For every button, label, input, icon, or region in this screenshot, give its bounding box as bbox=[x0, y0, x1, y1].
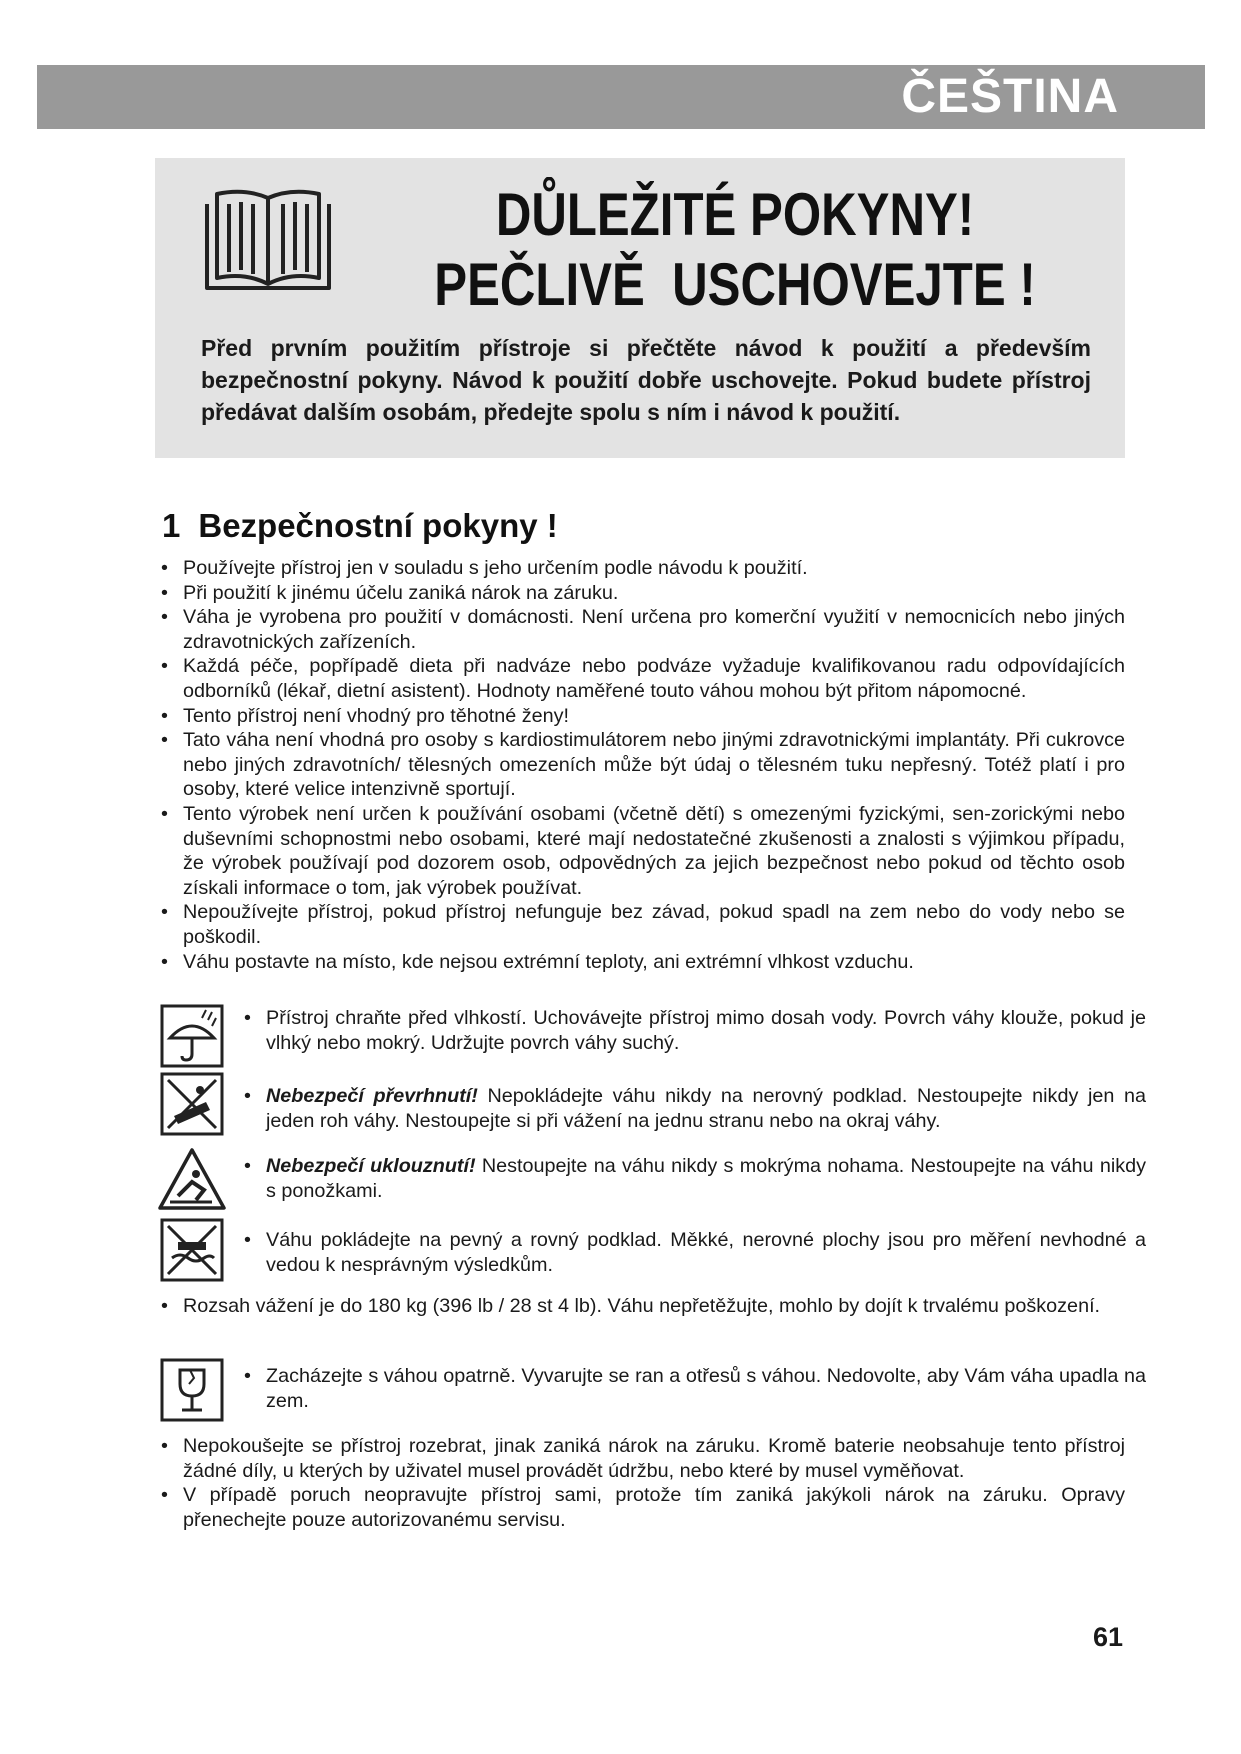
list-item: • Používejte přístroj jen v souladu s jeho určením podle návodu k použití. bbox=[157, 556, 1125, 581]
slip-hazard-icon bbox=[156, 1146, 228, 1212]
warning-text: Nestoupejte na váhu nikdy s mokrýma nohama. Nestoupejte na váhu nikdy s ponožkami. bbox=[266, 1155, 1146, 1202]
language-label: ČEŠTINA bbox=[901, 70, 1119, 123]
section-number: 1 bbox=[162, 507, 181, 544]
keep-dry-icon bbox=[160, 1004, 224, 1068]
notice-title bbox=[423, 180, 1046, 320]
warning-text: Nepokládejte váhu nikdy na nerovný podklad. Nestoupejte nikdy jen na jeden roh váhy. Nestoupejte si při vážení na jednu stranu nebo na okraj váhy. bbox=[266, 1085, 1146, 1132]
list-item: • Tento přístroj není vhodný pro těhotné ženy! bbox=[157, 704, 1125, 729]
list-item: • Nepoužívejte přístroj, pokud přístroj nefunguje bez závad, pokud spadl na zem nebo do vody nebo se poškodil. bbox=[157, 900, 1125, 949]
list-item: • Tato váha není vhodná pro osoby s kardiostimulátorem nebo jinými zdravotnickými implantáty. Při cukrovce nebo jiných zdravotních/ tělesných omezeních může být údaj o tělesném tuku nepřesný. Totéž platí i pro osoby, které velice intenzivně sportují. bbox=[157, 728, 1125, 802]
list-item: • Váha je vyrobena pro použití v domácnosti. Není určena pro komerční využití v nemocnicích nebo jiných zdravotnických zařízeních. bbox=[157, 605, 1125, 654]
section-title: Bezpečnostní pokyny ! bbox=[198, 507, 558, 544]
icon-item-text bbox=[244, 1154, 1146, 1203]
language-header-bar bbox=[37, 65, 1205, 129]
list-item: • Každá péče, popřípadě dieta při nadváze nebo podváze vyžaduje kvalifikovanou radu odpovídajících odborníků (lékař, dietní asistent). Hodnoty naměřené touto váhou mohou být přitom nápomocné. bbox=[157, 654, 1125, 703]
notice-text: Před prvním použitím přístroje si přečtěte návod k použití a především bezpečnostní pokyny. Návod k použití dobře uschovejte. Pokud budete přístroj předávat dalším osobám, předejte spolu s ním i návod k použití. bbox=[201, 335, 1091, 425]
safety-list-3 bbox=[157, 1434, 1125, 1532]
notice-title-line2: PEČLIVĚ USCHOVEJTE ! bbox=[434, 251, 1036, 318]
icon-item-text: • Zacházejte s váhou opatrně. Vyvarujte se ran a otřesů s váhou. Nedovolte, aby Vám váha upadla na zem. bbox=[244, 1364, 1146, 1413]
list-item: • Tento výrobek není určen k používání osobami (včetně dětí) s omezenými fyzickými, sen-zorickými nebo duševními schopnostmi nebo osobami, které mají nedostatečné zkušenosti a znalosti s výjimkou případu, že výrobek používají pod dozorem osob, odpovědných za jejich bezpečnost nebo pokud od těchto osob získali informace o tom, jak výrobek používat. bbox=[157, 802, 1125, 900]
icon-item-text: • Přístroj chraňte před vlhkostí. Uchovávejte přístroj mimo dosah vody. Povrch váhy klouže, pokud je vlhký nebo mokrý. Udržujte povrch váhy suchý. bbox=[244, 1006, 1146, 1055]
tipping-hazard-icon bbox=[160, 1072, 224, 1136]
list-item: • Nepokoušejte se přístroj rozebrat, jinak zaniká nárok na záruku. Kromě baterie neobsahuje tento přístroj žádné díly, u kterých by uživatel musel provádět údržbu, nebo které by musel vyměňovat. bbox=[157, 1434, 1125, 1483]
icon-item-text: • Váhu pokládejte na pevný a rovný podklad. Měkké, nerovné plochy jsou pro měření nevhodné a vedou k nesprávným výsledkům. bbox=[244, 1228, 1146, 1277]
book-icon bbox=[201, 184, 335, 294]
page-number: 61 bbox=[1092, 1622, 1123, 1652]
list-item: • V případě poruch neopravujte přístroj sami, protože tím zaniká jakýkoli nárok na záruku. Opravy přenechejte pouze autorizovanému servisu. bbox=[157, 1483, 1125, 1532]
warning-label: Nebezpečí uklouznutí! bbox=[266, 1155, 476, 1177]
warning-label: Nebezpečí převrhnutí! bbox=[266, 1085, 478, 1107]
safety-list-2 bbox=[157, 1294, 1125, 1319]
list-item: • Rozsah vážení je do 180 kg (396 lb / 28 st 4 lb). Váhu nepřetěžujte, mohlo by dojít k trvalému poškození. bbox=[157, 1294, 1125, 1319]
fragile-icon bbox=[160, 1358, 224, 1422]
notice-title-line1: DŮLEŽITÉ POKYNY! bbox=[495, 181, 975, 248]
section-heading bbox=[162, 507, 558, 545]
list-item: • Při použití k jinému účelu zaniká nárok na záruku. bbox=[157, 581, 1125, 606]
icon-item-text bbox=[244, 1084, 1146, 1133]
no-soft-surface-icon bbox=[160, 1218, 224, 1282]
safety-list-1 bbox=[157, 556, 1125, 974]
important-notice-box bbox=[155, 158, 1125, 458]
list-item: • Váhu postavte na místo, kde nejsou extrémní teploty, ani extrémní vlhkost vzduchu. bbox=[157, 950, 1125, 975]
